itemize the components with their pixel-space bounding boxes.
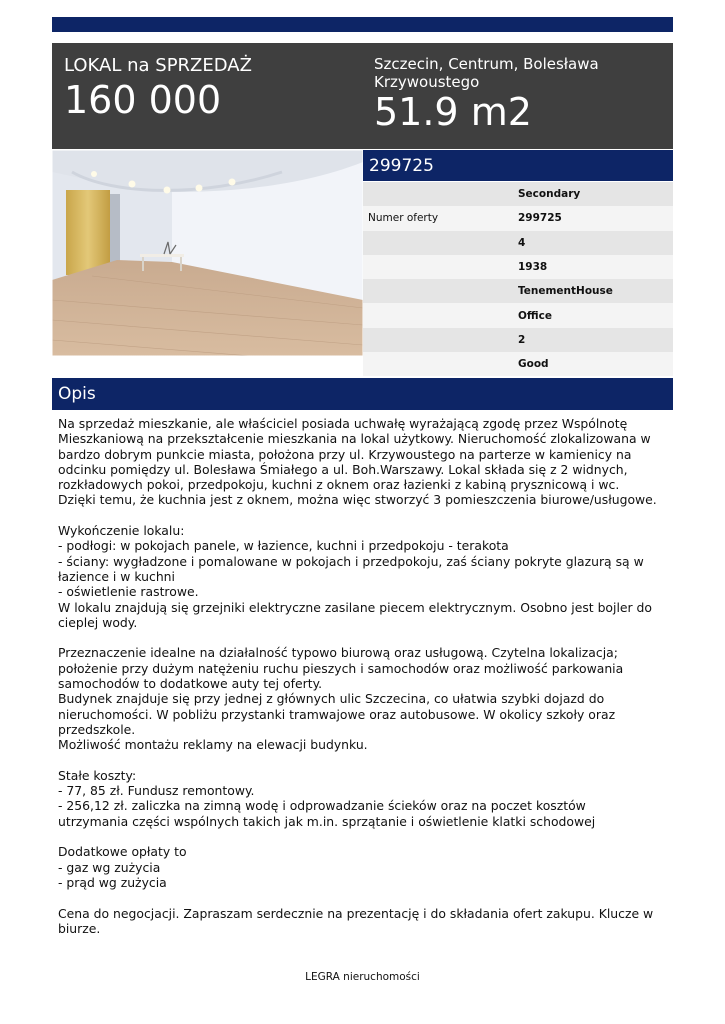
offer-id-bar [363, 150, 673, 181]
desc-paragraph: Na sprzedaż mieszkanie, ale właściciel posiada uchwałę wyrażającą zgodę przez Wspólnotę Mieszkaniową na przekształcenie mieszkania na lokal użytkowy. Nieruchomość zlokalizowana w bardzo dobrym punkcie miasta, położona przy ul. Krzywoustego na parterze w kamienicy na odcinku pomiędzy ul. Bolesława Śmiałego a ul. Boh.Warszawy. Lokal składa się z 2 widnych, rozkładowych pokoi, przedpokoju, kuchni z oknem oraz łazienki z kabiną prysznicową i wc. Dzięki temu, że kuchnia jest z oknem, można więc stworzyć 3 pomieszczenia biurowe/usługowe. [58, 416, 657, 508]
desc-line: - 256,12 zł. zaliczka na zimną wodę i odprowadzanie ścieków oraz na poczet kosztów utrzymania części wspólnych takich jak m.in. sprzątanie i oświetlenie klatki schodowej [58, 798, 596, 829]
param-row [363, 352, 673, 376]
param-value: Office [518, 309, 552, 322]
param-value: 299725 [518, 212, 562, 225]
param-row [363, 182, 673, 206]
desc-line: - gaz wg zużycia [58, 859, 161, 875]
header-left [64, 55, 354, 121]
desc-line: - prąd wg zużycia [58, 874, 167, 890]
params-table [363, 182, 673, 376]
desc-line: - ściany: wygładzone i pomalowane w pokojach i przedpokoju, zaś ściany pokryte glazurą są w łazience i w kuchni [58, 553, 644, 584]
location: Szczecin, Centrum, Bolesława Krzywoustego [374, 55, 599, 91]
price: 160 000 [64, 78, 222, 122]
area: 51.9 m2 [374, 90, 532, 134]
desc-line: - 77, 85 zł. Fundusz remontowy. [58, 783, 255, 799]
param-row [363, 303, 673, 327]
param-row [363, 328, 673, 352]
desc-line: Dodatkowe opłaty to [58, 844, 187, 860]
param-value: 4 [518, 236, 526, 249]
desc-line: - podłogi: w pokojach panele, w łazience, kuchni i przedpokoju - terakota [58, 538, 509, 554]
description-title: Opis [58, 384, 96, 404]
param-row [363, 206, 673, 230]
property-photo [52, 150, 363, 356]
param-key: Numer oferty [368, 212, 439, 225]
desc-paragraph: Budynek znajduje się przy jednej z głównych ulic Szczecina, co ułatwia szybki dojazd do nieruchomości. W pobliżu przystanki tramwajowe oraz autobusowe. W okolicy szkoły oraz przedszkole. [58, 691, 616, 737]
offer-id: 299725 [369, 156, 434, 176]
description-body [58, 416, 658, 936]
param-value: Secondary [518, 188, 581, 201]
desc-line: Stałe koszty: [58, 767, 137, 783]
footer-agency: LEGRA nieruchomości [305, 971, 420, 983]
param-row [363, 255, 673, 279]
desc-paragraph: Możliwość montażu reklamy na elewacji budynku. [58, 737, 368, 753]
header-right [374, 55, 664, 133]
description-header [52, 378, 673, 410]
desc-paragraph: Przeznaczenie idealne na działalność typowo biurową oraz usługową. Czytelna lokalizacja; położenie przy dużym natężeniu ruchu pieszych i samochodów oraz możliwość parkowania samochodów to dodatkowe auty tej oferty. [58, 645, 624, 692]
param-row [363, 279, 673, 303]
param-value: TenementHouse [518, 285, 613, 298]
param-value: 1938 [518, 261, 548, 274]
param-value: 2 [518, 333, 526, 346]
offer-type: LOKAL na SPRZEDAŻ [64, 55, 252, 76]
listing-header [52, 43, 673, 149]
param-row [363, 231, 673, 255]
desc-paragraph: Cena do negocjacji. Zapraszam serdecznie na prezentację i do składania ofert zakupu. Klucze w biurze. [58, 905, 654, 936]
room-photo-illustration [52, 150, 363, 356]
top-accent-bar [52, 17, 673, 32]
desc-line: Wykończenie lokalu: [58, 523, 185, 539]
desc-line: - oświetlenie rastrowe. [58, 584, 199, 600]
param-value: Good [518, 358, 549, 371]
desc-line: W lokalu znajdują się grzejniki elektryczne zasilane piecem elektrycznym. Osobno jest bojler do cieplej wody. [58, 599, 652, 630]
